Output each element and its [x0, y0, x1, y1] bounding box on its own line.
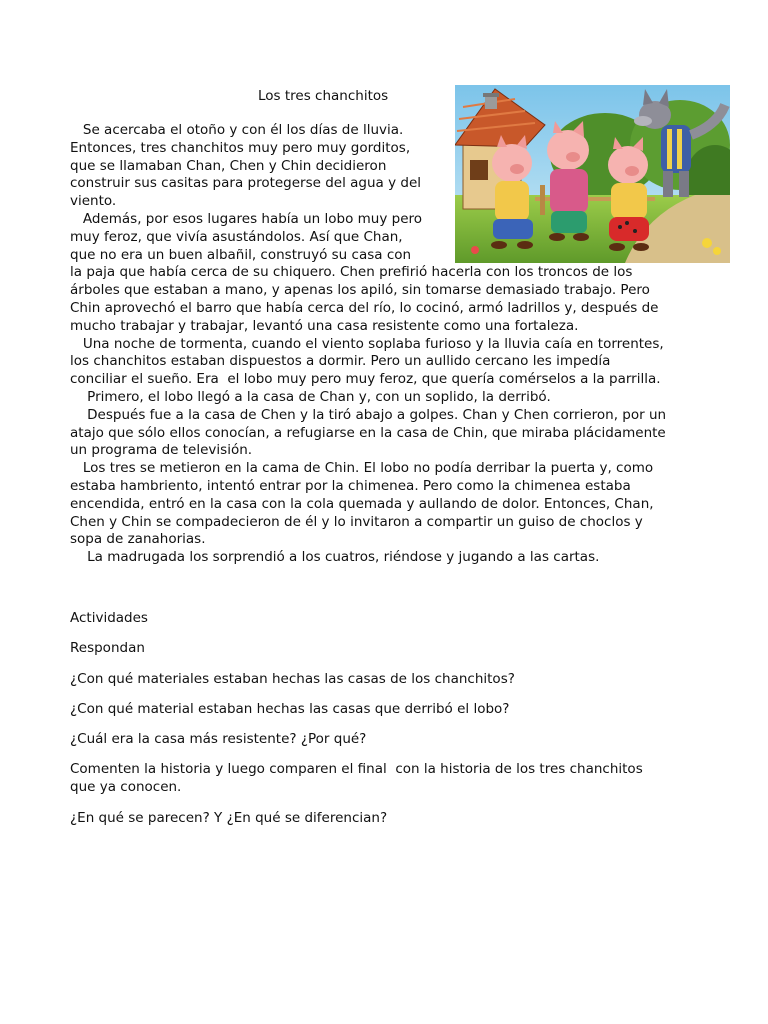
story-line: Se acercaba el otoño y con él los días de lluvia. — [70, 122, 404, 138]
story-line: atajo que sólo ellos conocían, a refugiarse en la casa de Chin, que miraba plácidamente — [70, 424, 666, 441]
story-line: que se llamaban Chan, Chen y Chin decidieron — [70, 157, 387, 174]
story-line: que no era un buen albañil, construyó su casa con — [70, 246, 412, 263]
activities-section — [70, 610, 730, 840]
story-line: un programa de televisión. — [70, 442, 253, 459]
question-3: ¿Cuál era la casa más resistente? ¿Por qué? — [70, 731, 367, 748]
story-line: Además, por esos lugares había un lobo muy pero — [70, 210, 423, 227]
story-line: La madrugada los sorprendió a los cuatros, riéndose y jugando a las cartas. — [70, 549, 600, 566]
story-line: Chin aprovechó el barro que había cerca del río, lo cocinó, armó ladrillos y, después de — [70, 299, 659, 316]
story-line: conciliar el sueño. Era el lobo muy pero muy feroz, que quería comérselos a la parrilla. — [70, 371, 661, 388]
story-line: Chen y Chin se compadecieron de él y lo invitaron a compartir un guiso de choclos y — [70, 513, 643, 530]
story-line: estaba hambriento, intentó entrar por la chimenea. Pero como la chimenea estaba — [70, 477, 631, 494]
story-text — [70, 122, 730, 567]
activities-heading: Actividades — [70, 610, 148, 626]
story-line: Una noche de tormenta, cuando el viento soplaba furioso y la lluvia caía en torrentes, — [70, 335, 664, 352]
question-2: ¿Con qué material estaban hechas las casas que derribó el lobo? — [70, 700, 510, 717]
story-line: Los tres se metieron en la cama de Chin. El lobo no podía derribar la puerta y, como — [70, 460, 654, 477]
story-line: viento. — [70, 193, 117, 210]
story-line: mucho trabajar y trabajar, levantó una casa resistente como una fortaleza. — [70, 317, 579, 334]
question-5: ¿En qué se parecen? Y ¿En qué se diferencian? — [70, 809, 388, 826]
story-line: los chanchitos estaban dispuestos a dormir. Pero un aullido cercano les impedía — [70, 353, 611, 370]
story-line: encendida, entró en la casa con la cola quemada y aullando de dolor. Entonces, Chan, — [70, 495, 654, 512]
question-4: Comenten la historia y luego comparen el final con la historia de los tres chanchitos que ya conocen. — [70, 761, 643, 796]
story-line: Entonces, tres chanchitos muy pero muy gorditos, — [70, 139, 411, 156]
story-line: árboles que estaban a mano, y apenas los apiló, sin tomarse demasiado trabajo. Pero — [70, 282, 650, 299]
story-line: Después fue a la casa de Chen y la tiró abajo a golpes. Chan y Chen corrieron, por un — [70, 406, 667, 423]
story-title: Los tres chanchitos — [258, 88, 389, 104]
question-1: ¿Con qué materiales estaban hechas las casas de los chanchitos? — [70, 670, 515, 687]
story-line: construir sus casitas para protegerse del agua y del — [70, 175, 422, 192]
story-line: la paja que había cerca de su chiquero. Chen prefirió hacerla con los troncos de los — [70, 264, 633, 281]
story-line: muy feroz, que vivía asustándolos. Así que Chan, — [70, 228, 403, 245]
story-line: Primero, el lobo llegó a la casa de Chan y, con un soplido, la derribó. — [70, 388, 551, 405]
story-line: sopa de zanahorias. — [70, 531, 206, 548]
activities-instruction: Respondan — [70, 640, 145, 657]
